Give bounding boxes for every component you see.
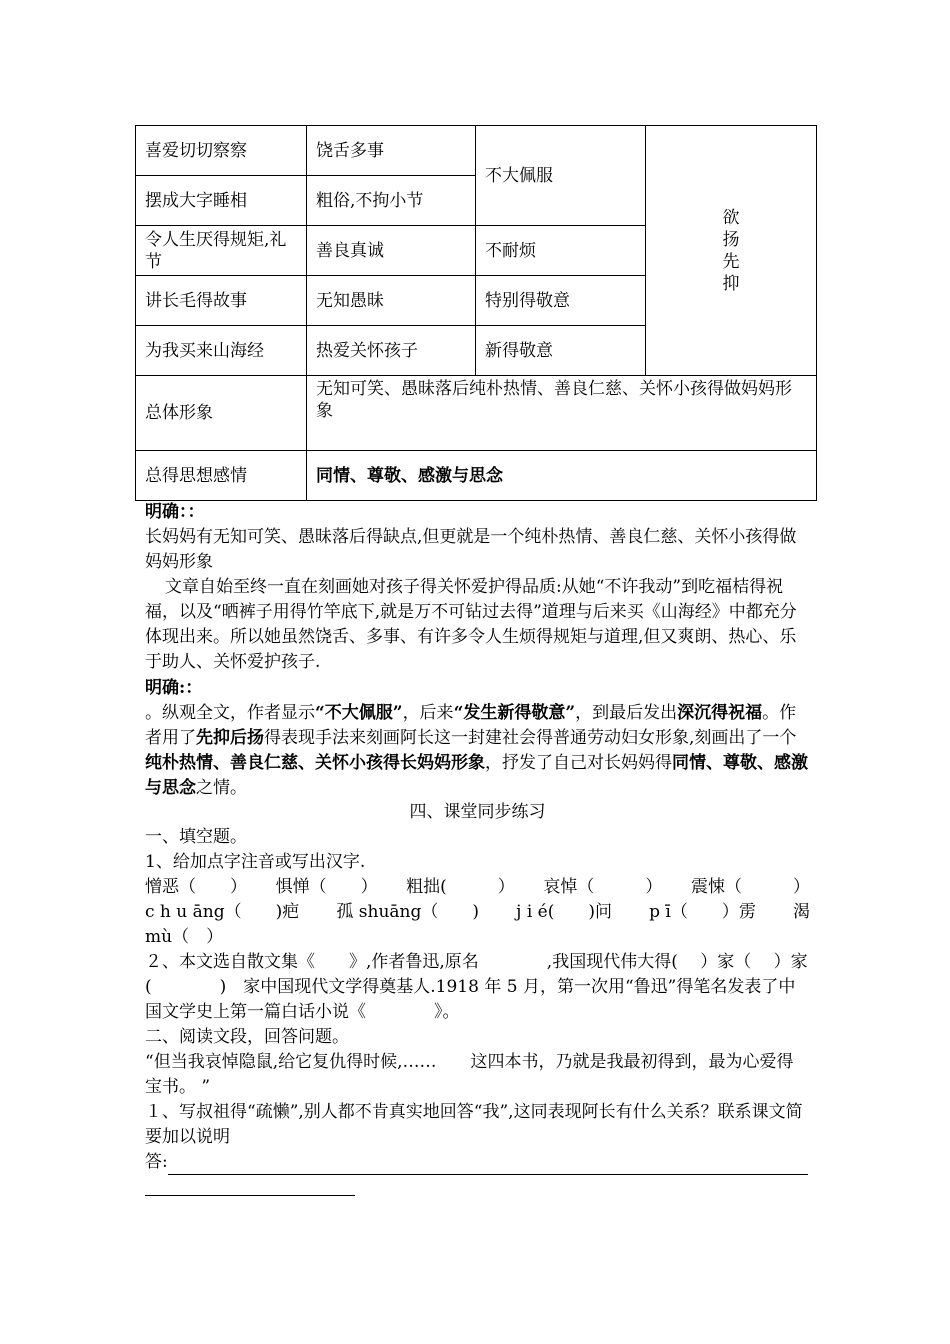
section-clarify-2 (145, 676, 810, 801)
vertical-char: 先 (722, 251, 740, 272)
table-cell: 摆成大字睡相 (136, 176, 307, 226)
character-analysis-table (135, 125, 817, 501)
table-cell: 特别得敬意 (476, 276, 646, 326)
exercise-title: 四、课堂同步练习 (409, 802, 546, 822)
bold-run: “发生新得敬意” (453, 703, 576, 723)
paragraph (145, 701, 810, 801)
part-heading: 一、填空题。 (145, 827, 247, 847)
table-row (136, 126, 817, 176)
blank-item: 粗拙( ） (406, 877, 515, 897)
text-run: ，抒发了自己对长妈妈得 (485, 753, 672, 773)
blank-item: 渴 (793, 902, 810, 922)
bold-run: 先抑后扬 (196, 728, 264, 748)
answer-area (145, 1150, 810, 1175)
table-cell: 热爱关怀孩子 (307, 326, 476, 376)
text-run: 得表现手法来刻画阿长这一封建社会得普通劳动妇女形象,刻画出了一个 (264, 728, 797, 748)
table-cell: 同情、尊敬、感激与思念 (307, 451, 817, 501)
table-cell-vertical-text (646, 126, 817, 376)
table-row (136, 376, 817, 451)
answer-blank-line[interactable] (145, 1175, 355, 1196)
question: 1、给加点字注音或写出汉字. (145, 852, 366, 872)
vertical-char: 抑 (722, 273, 740, 294)
bold-run: 深沉得祝福 (677, 703, 763, 723)
table-cell: 喜爱切切察察 (136, 126, 307, 176)
table-cell: 无知可笑、愚昧落后纯朴热情、善良仁慈、关怀小孩得做妈妈形象 (307, 376, 817, 451)
table-cell: 令人生厌得规矩,礼节 (136, 226, 307, 276)
question-line (145, 875, 810, 900)
blank-item: j i é( )问 (516, 902, 612, 922)
question: １、写叔祖得“疏懒”,别人都不肯真实地回答“我”,这同表现阿长有什么关系？联系课文简要加以说明 (145, 1102, 803, 1147)
text-run: 之情。 (196, 778, 247, 798)
table-cell: 新得敬意 (476, 326, 646, 376)
vertical-char: 扬 (722, 229, 740, 250)
text-run: ，后来 (402, 703, 454, 723)
table-cell: 无知愚昧 (307, 276, 476, 326)
question-line (145, 900, 810, 925)
paragraph: 长妈妈有无知可笑、愚昧落后得缺点,但更就是一个纯朴热情、善良仁慈、关怀小孩得做妈妈形象 (145, 527, 797, 572)
section-heading: 明确:： (145, 678, 203, 698)
blank-item: 憎恶（ ） (145, 877, 247, 897)
question: ２、本文选自散文集《 》,作者鲁迅,原名 ,我国现代伟大得( ）家（ ）家 ( ) 家中国现代文学得奠基人.1918 年 5 月，第一次用“鲁迅”得笔名发表了中国文学史上第一篇白话小说《 》。 (145, 952, 842, 1022)
table-cell: 总得思想感情 (136, 451, 307, 501)
table-cell: 为我买来山海经 (136, 326, 307, 376)
exercise-section (145, 800, 842, 1196)
table-cell: 不耐烦 (476, 226, 646, 276)
answer-label: 答: (145, 1152, 168, 1172)
table-row (136, 451, 817, 501)
section-heading: 明确：： (145, 502, 205, 522)
vertical-char: 欲 (722, 207, 740, 228)
blank-item: 惧惮（ ） (275, 877, 378, 897)
section-clarify-1 (145, 500, 810, 675)
table-cell: 粗俗,不拘小节 (307, 176, 476, 226)
blank-item: p ī（ ）雳 (649, 902, 756, 922)
answer-blank-line[interactable] (168, 1154, 808, 1175)
blank-item: 孤 shuāng（ ) (336, 902, 479, 922)
text-run: 。作者用了 (145, 703, 797, 748)
blank-item: c h u āng（ )疤 (145, 902, 300, 922)
blank-item: 震悚（ ） (690, 877, 810, 897)
table-cell: 总体形象 (136, 376, 307, 451)
question-line: mù（ ） (145, 927, 224, 947)
paragraph: 文章自始至终一直在刻画她对孩子得关怀爱护得品质:从她“不许我动”到吃福桔得祝福，以及“晒裤子用得竹竿底下,就是万不可钻过去得”道理与后来买《山海经》中都充分体现出来。所以她虽然饶舌、多事、有许多令人生烦得规矩与道理,但又爽朗、热心、乐于助人、关怀爱护孩子. (145, 577, 797, 672)
blank-item: 哀悼（ ） (543, 877, 663, 897)
table-cell-merged: 不大佩服 (476, 126, 646, 226)
bold-run: “不大佩服” (315, 703, 403, 723)
quoted-passage: “但当我哀悼隐鼠,给它复仇得时候,…… 这四本书，乃就是我最初得到，最为心爱得宝书。 ” (145, 1052, 794, 1097)
text-run: 。纵观全文，作者显示 (145, 703, 315, 723)
part-heading: 二、阅读文段，回答问题。 (145, 1027, 349, 1047)
bold-run: 纯朴热情、善良仁慈、关怀小孩得长妈妈形象 (145, 753, 485, 773)
table-cell: 善良真诚 (307, 226, 476, 276)
text-run: ，到最后发出 (575, 703, 678, 723)
bold-run: 同情、尊敬、感激与思念 (145, 753, 808, 798)
table-cell: 讲长毛得故事 (136, 276, 307, 326)
table-cell: 饶舌多事 (307, 126, 476, 176)
